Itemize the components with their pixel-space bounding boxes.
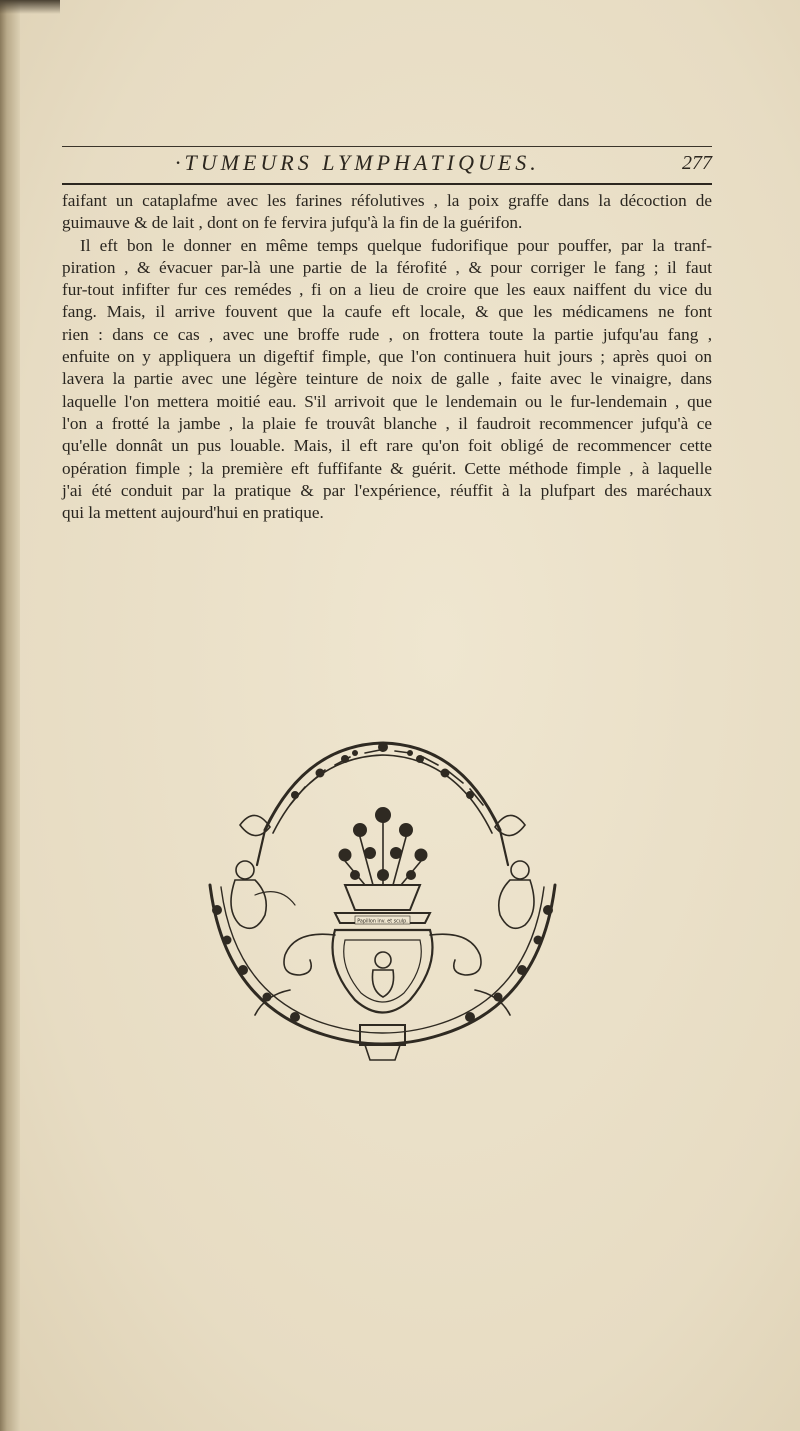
running-head: ·TUMEURS LYMPHATIQUES.: [175, 150, 540, 175]
ornament-signature: Papillon inv. et sculp.: [357, 919, 408, 925]
text-line: opération fimple ; la première eft fuffifante & guérit. Cette méthode fimple , à laquelle: [62, 458, 712, 478]
page-corner-shadow: [0, 0, 60, 14]
page-gutter: [0, 0, 20, 1431]
paragraph-2: [62, 235, 712, 525]
header-rule-bottom: [62, 183, 712, 185]
page-number: 277: [682, 152, 712, 174]
text-line: lavera la partie avec une légère teinture de noix de galle , faite avec le vinaigre, dans: [62, 369, 712, 389]
text-line: enfuite on y appliquera un digeftif fimple, que l'on continuera huit jours ; après quoi on: [62, 347, 712, 367]
text-line: fur-tout infifter fur ces remédes , fi on a lieu de croire que les eaux naiffent du vice du: [62, 280, 712, 300]
text-line: l'on a frotté la jambe , la plaie fe trouvât blanche , il faudroit recommencer jufqu'à ce: [62, 413, 712, 433]
text-line: qu'elle donnât un pus louable. Mais, il eft rare qu'on foit obligé de recommencer cette: [62, 436, 712, 456]
paragraph-1: [62, 190, 712, 235]
text-line: qui la mettent aujourd'hui en pratique.: [62, 503, 324, 523]
text-line: rien : dans ce cas , avec une broffe rude , on frottera toute la partie jufqu'au fang ,: [62, 324, 712, 344]
text-line: laquelle l'on mettera moitié eau. S'il arrivoit que le lendemain ou le fur-lendemain , que: [62, 391, 712, 411]
text-line: Il eft bon le donner en même temps quelque fudorifique pour pouffer, par la tranf-: [80, 235, 712, 255]
text-line: j'ai été conduit par la pratique & par l'expérience, réuffit à la plufpart des maréchaux: [62, 480, 712, 500]
text-line: piration , & évacuer par-là une partie de la férofité , & pour corriger le fang ; il faut: [62, 257, 712, 277]
text-line: fang. Mais, il arrive fouvent que la caufe eft locale, & que les médicamens ne font: [62, 302, 712, 322]
body-text: [62, 190, 712, 524]
floral-vignette-icon: [195, 735, 570, 1065]
text-line: guimauve & de lait , dont on fe fervira jufqu'à la fin de la guérifon.: [62, 213, 523, 233]
header-rule-top: [62, 146, 712, 147]
text-line: faifant un cataplafme avec les farines réfolutives , la poix graffe dans la décoction de: [62, 191, 712, 210]
